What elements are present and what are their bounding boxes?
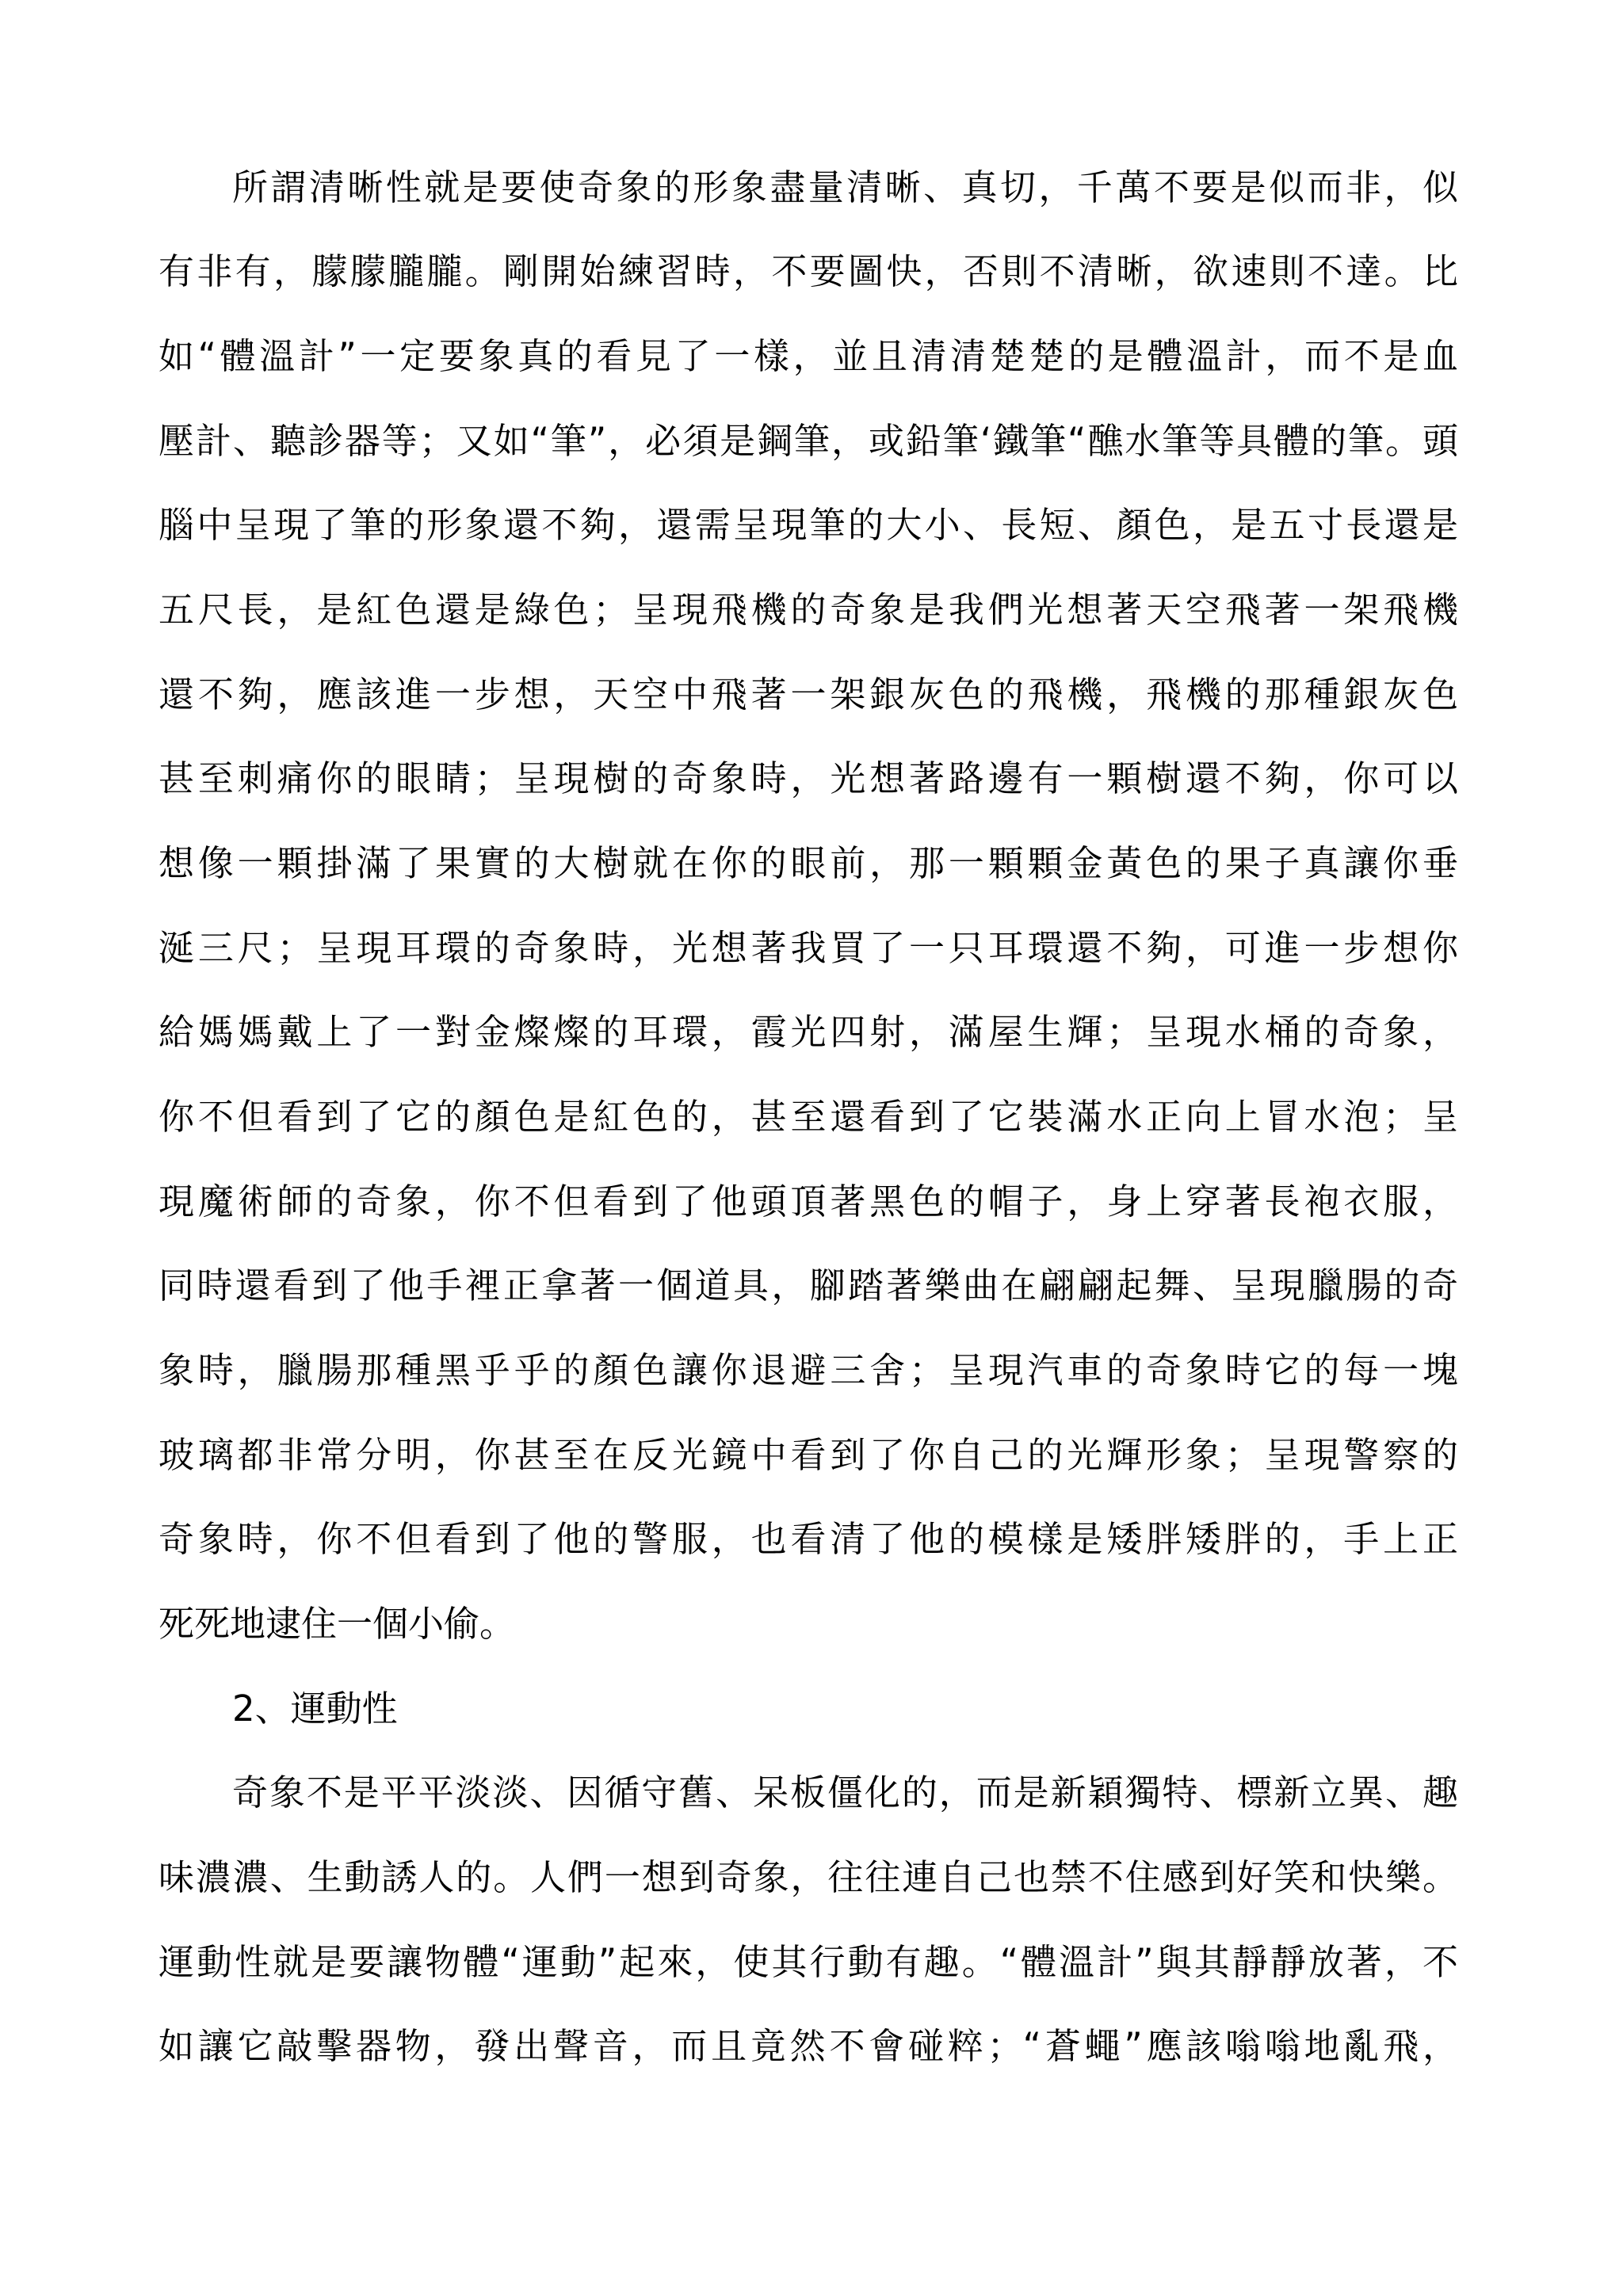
paragraph-line: 你不但看到了它的顏色是紅色的，甚至還看到了它裝滿水正向上冒水泡；呈 — [158, 1096, 1458, 1138]
paragraph-line: 同時還看到了他手裡正拿著一個道具，腳踏著樂曲在翩翩起舞、呈現臘腸的奇 — [158, 1264, 1458, 1306]
paragraph-line: 現魔術師的奇象，你不但看到了他頭頂著黑色的帽子，身上穿著長袍衣服， — [158, 1180, 1458, 1222]
section-heading: 2、運動性 — [232, 1688, 398, 1730]
paragraph-line: 還不夠，應該進一步想，天空中飛著一架銀灰色的飛機，飛機的那種銀灰色 — [158, 673, 1458, 715]
paragraph-line: 想像一顆掛滿了果實的大樹就在你的眼前，那一顆顆金黃色的果子真讓你垂 — [158, 842, 1458, 884]
paragraph-line: 運動性就是要讓物體“運動”起來，使其行動有趣。“體溫計”與其靜靜放著，不 — [158, 1941, 1458, 1983]
paragraph-line: 壓計、聽診器等；又如“筆”，必須是鋼筆，或鉛筆‘鐵筆“醮水筆等具體的筆。頭 — [158, 420, 1458, 462]
paragraph-line: 奇象不是平平淡淡、因循守舊、呆板僵化的，而是新穎獨特、標新立異、趣 — [232, 1772, 1458, 1814]
paragraph-line: 腦中呈現了筆的形象還不夠，還需呈現筆的大小、長短、顏色，是五寸長還是 — [158, 504, 1458, 546]
paragraph-line: 有非有，朦朦朧朧。剛開始練習時，不要圖快，否則不清晰，欲速則不達。比 — [158, 250, 1458, 292]
paragraph-line: 死死地逮住一個小偷。 — [158, 1603, 516, 1645]
paragraph-line: 如讓它敲擊器物，發出聲音，而且竟然不會碰粹；“蒼蠅”應該嗡嗡地亂飛， — [158, 2025, 1458, 2067]
paragraph-line: 如“體溫計”一定要象真的看見了一樣，並且清清楚楚的是體溫計，而不是血 — [158, 335, 1458, 377]
paragraph-line: 五尺長，是紅色還是綠色；呈現飛機的奇象是我們光想著天空飛著一架飛機 — [158, 589, 1458, 631]
paragraph-line: 奇象時，你不但看到了他的警服，也看清了他的模樣是矮胖矮胖的，手上正 — [158, 1518, 1458, 1560]
paragraph-line: 象時，臘腸那種黑乎乎的顏色讓你退避三舍；呈現汽車的奇象時它的每一塊 — [158, 1349, 1458, 1391]
paragraph-line: 甚至刺痛你的眼睛；呈現樹的奇象時，光想著路邊有一顆樹還不夠，你可以 — [158, 757, 1458, 799]
paragraph-line: 涎三尺；呈現耳環的奇象時，光想著我買了一只耳環還不夠，可進一步想你 — [158, 927, 1458, 969]
paragraph-line: 所謂清晰性就是要使奇象的形象盡量清晰、真切，千萬不要是似而非，似 — [232, 166, 1458, 208]
paragraph-line: 玻璃都非常分明，你甚至在反光鏡中看到了你自己的光輝形象；呈現警察的 — [158, 1434, 1458, 1476]
paragraph-line: 味濃濃、生動誘人的。人們一想到奇象，往往連自己也禁不住感到好笑和快樂。 — [158, 1856, 1458, 1898]
paragraph-line: 給媽媽戴上了一對金燦燦的耳環，霞光四射，滿屋生輝；呈現水桶的奇象， — [158, 1011, 1458, 1053]
